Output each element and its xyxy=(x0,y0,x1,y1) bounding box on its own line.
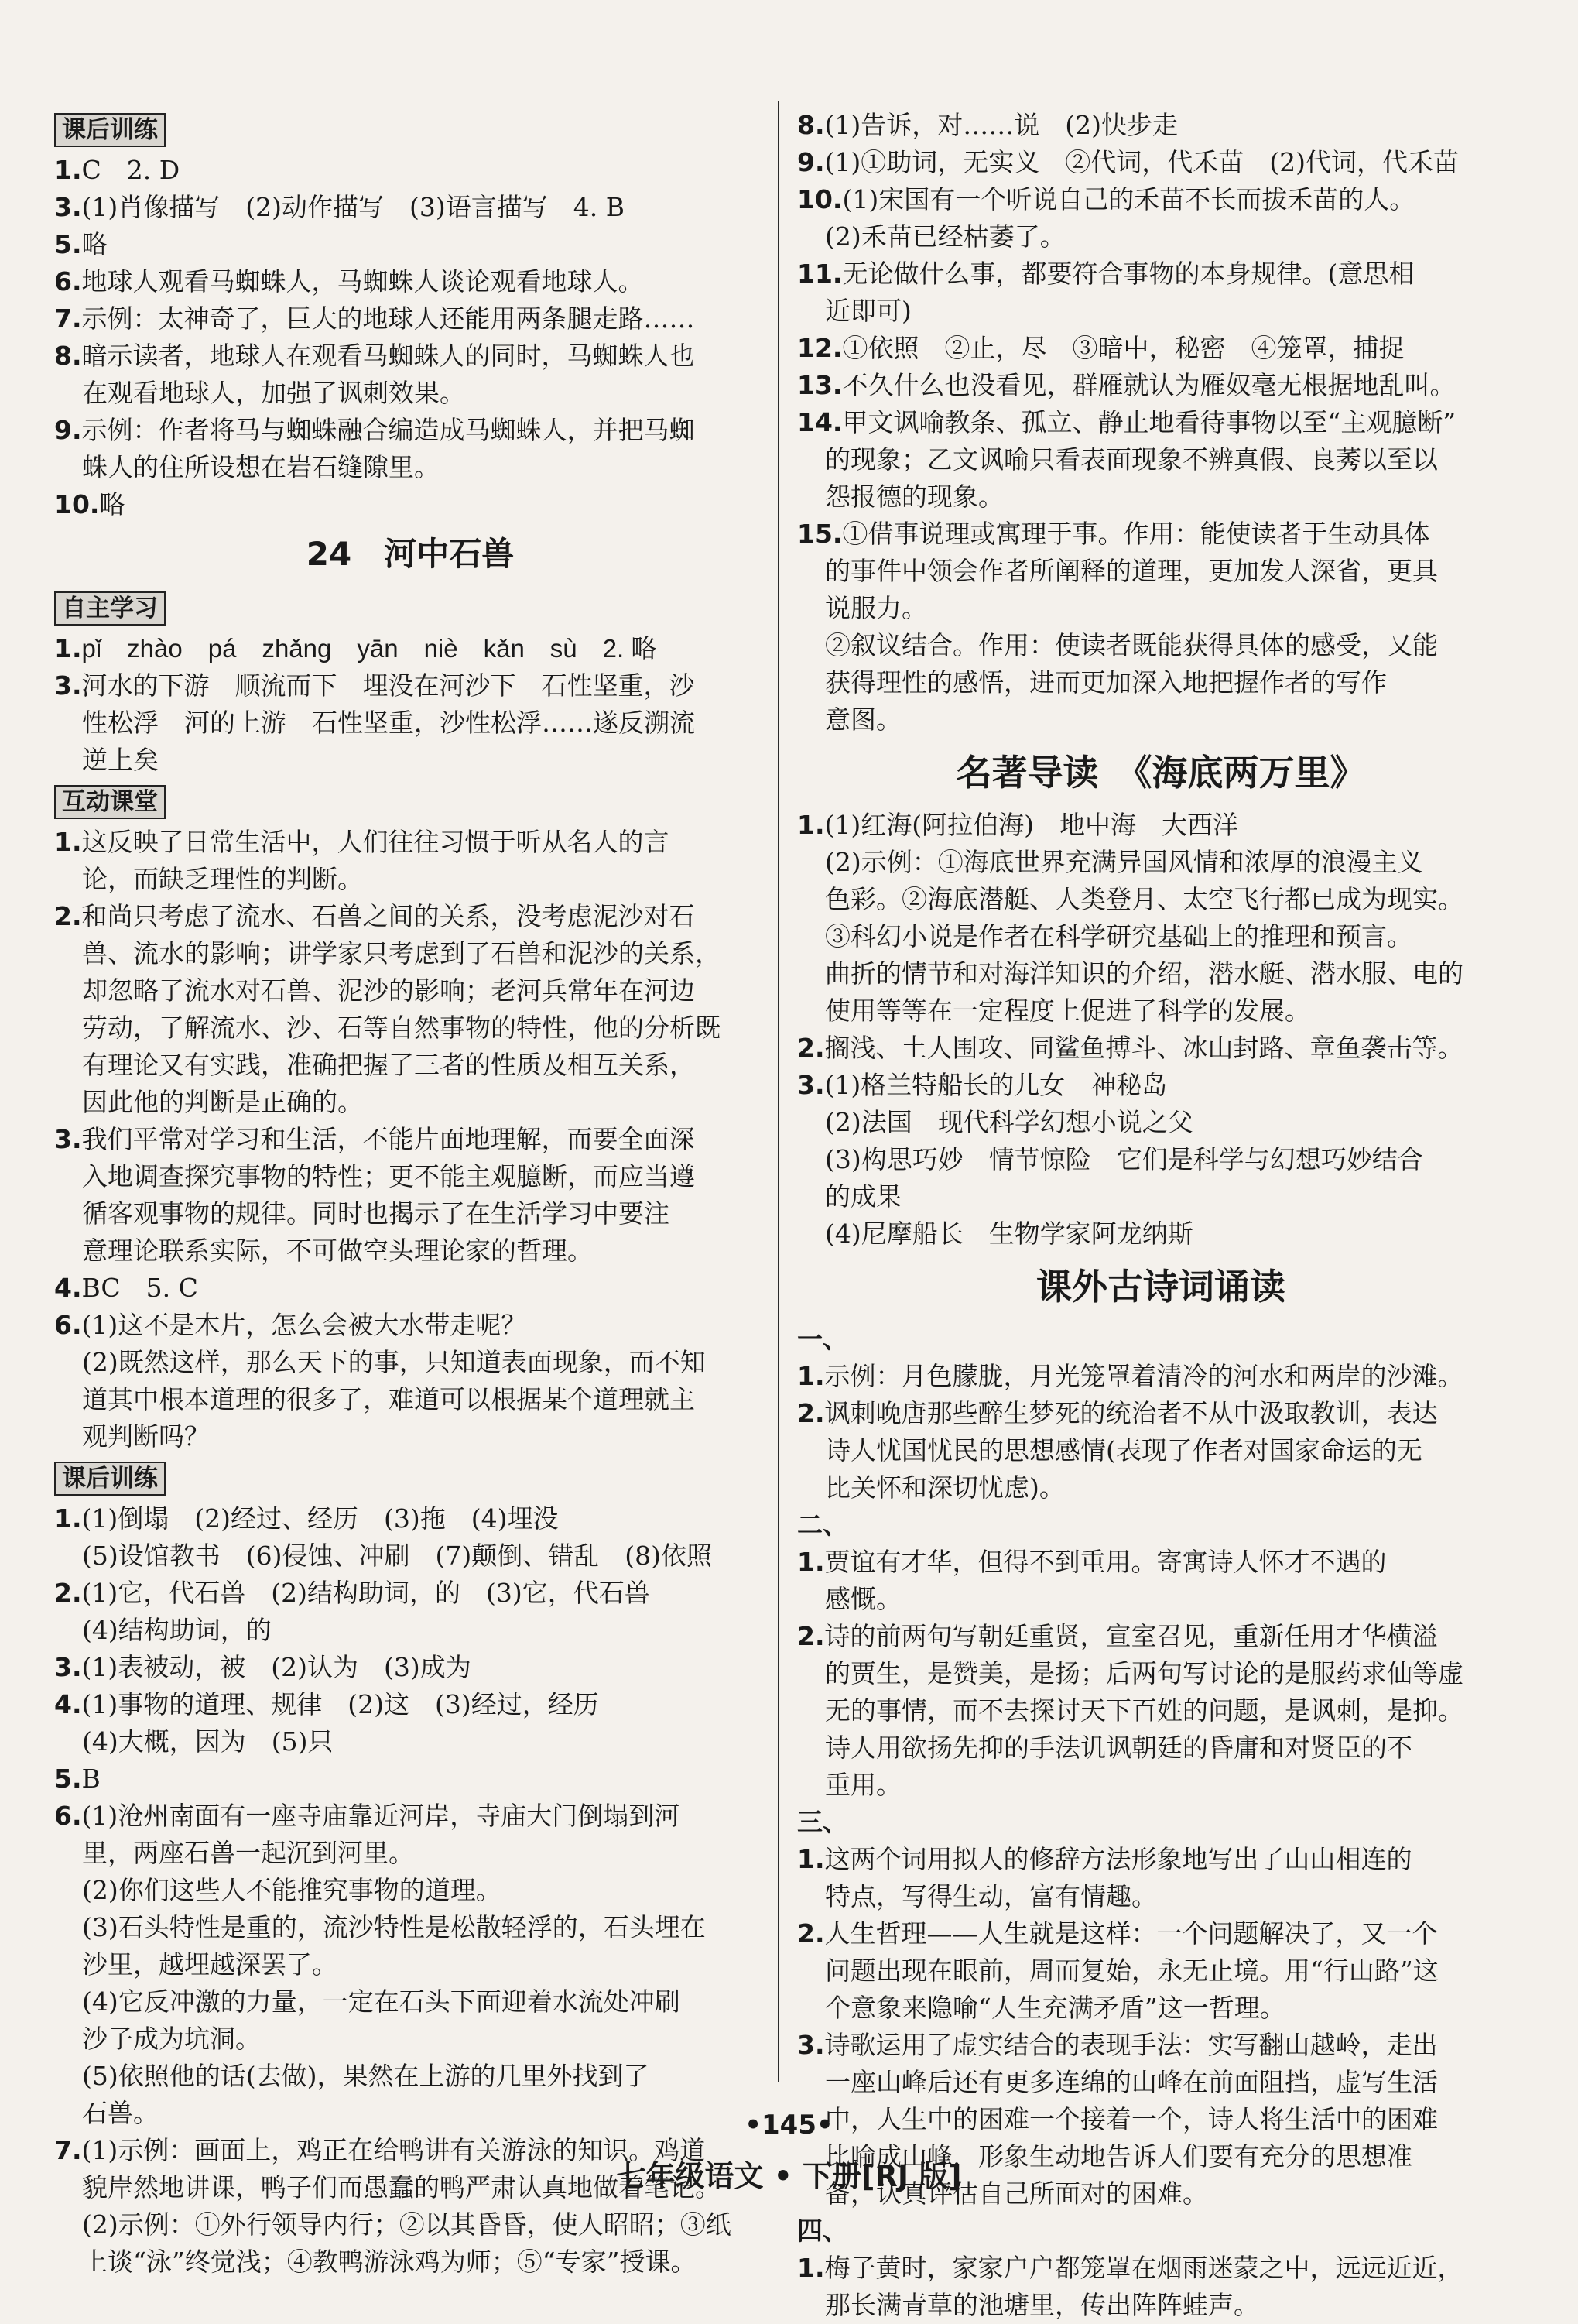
column-divider xyxy=(778,101,779,2082)
question-number: 1. xyxy=(797,810,825,840)
answer-text: 沙子成为坑洞。 xyxy=(82,2024,261,2054)
answer-text: (1)这不是木片，怎么会被大水带走呢？ xyxy=(81,1310,527,1340)
answer-text: 在观看地球人，加强了讽刺效果。 xyxy=(82,378,465,408)
answer-line xyxy=(797,478,1525,516)
answer-line xyxy=(797,1804,1525,1841)
answer-text: 近即可) xyxy=(825,296,912,326)
answer-text: 个意象来隐喻“人生充满矛盾”这一哲理。 xyxy=(825,1993,1285,2023)
answer-line xyxy=(797,1432,1525,1469)
answer-line xyxy=(54,2206,766,2243)
answer-line xyxy=(797,2250,1525,2287)
answer-text: 那长满青草的池塘里，传出阵阵蛙声。 xyxy=(825,2290,1259,2320)
answer-text: 比关怀和深切忧虑)。 xyxy=(825,1472,1065,1503)
lesson-title: 24 河中石兽 xyxy=(306,535,515,573)
answer-line xyxy=(54,1686,766,1723)
question-number: 四、 xyxy=(797,2216,848,2246)
answer-line xyxy=(797,181,1525,218)
answer-line xyxy=(797,1692,1525,1729)
answer-text: 却忽略了流水对石兽、泥沙的影响；老河兵常年在河边 xyxy=(82,975,695,1006)
answer-text: 河水的下游 顺流而下 埋没在河沙下 石性坚重，沙 xyxy=(81,670,695,701)
answer-text: 论，而缺乏理性的判断。 xyxy=(82,864,363,894)
answer-line xyxy=(54,1307,766,1344)
answer-line xyxy=(54,667,766,704)
question-number: 1. xyxy=(797,1361,825,1391)
answer-line xyxy=(54,1723,766,1760)
left-column xyxy=(54,107,766,2281)
answer-text: (4)大概，因为 (5)只 xyxy=(82,1726,334,1757)
answer-line xyxy=(54,1270,766,1307)
question-number: 6. xyxy=(54,1310,82,1340)
answer-text: 略 xyxy=(81,229,108,259)
answer-line xyxy=(797,1215,1525,1253)
question-number: 1. xyxy=(54,633,82,663)
question-number: 一、 xyxy=(797,1324,848,1354)
answer-text: 梅子黄时，家家户户都笼罩在烟雨迷蒙之中，远远近近， xyxy=(824,2253,1463,2283)
answer-line xyxy=(797,1952,1525,1990)
question-number: 1. xyxy=(797,1844,825,1874)
answer-text: 这反映了日常生活中，人们往往习惯于听从名人的言 xyxy=(81,827,669,857)
answer-text: 观判断吗？ xyxy=(82,1421,210,1452)
answer-text: 我们平常对学习和生活，不能片面地理解，而要全面深 xyxy=(81,1124,695,1154)
question-number: 1. xyxy=(797,2253,825,2283)
answer-text: 示例：太神奇了，巨大的地球人还能用两条腿走路…… xyxy=(81,303,695,334)
answer-line xyxy=(54,1009,766,1047)
answer-text: 无论做什么事，都要符合事物的本身规律。(意思相 xyxy=(842,259,1415,289)
answer-text: (1)表被动，被 (2)认为 (3)成为 xyxy=(81,1652,471,1682)
answer-line xyxy=(797,664,1525,701)
answer-line xyxy=(54,226,766,263)
answer-text: 略 xyxy=(99,489,125,519)
answer-line xyxy=(54,189,766,226)
answer-line xyxy=(54,1195,766,1232)
answer-line xyxy=(797,1358,1525,1395)
question-number: 6. xyxy=(54,266,82,296)
answer-line xyxy=(54,449,766,486)
question-number: 1. xyxy=(797,1547,825,1577)
page-number: •145• xyxy=(745,2110,833,2141)
answer-text: 甲文讽喻教条、孤立、静止地看待事物以至“主观臆断” xyxy=(842,407,1456,437)
answer-line xyxy=(797,441,1525,478)
question-number: 12. xyxy=(797,333,843,363)
answer-line xyxy=(797,2027,1525,2064)
answer-text: (3)石头特性是重的，流沙特性是松散轻浮的，石头埋在 xyxy=(82,1912,706,1942)
answer-text: 不久什么也没看见，群雁就认为雁奴毫无根据地乱叫。 xyxy=(842,370,1456,400)
section-badge-self-study: 自主学习 xyxy=(54,591,166,626)
answer-text: 诗歌运用了虚实结合的表现手法：实写翻山越岭，走出 xyxy=(824,2030,1438,2060)
answer-line xyxy=(797,1469,1525,1506)
answer-text: (2)示例：①外行领导内行；②以其昏昏，使人昭昭；③纸 xyxy=(82,2209,731,2240)
answer-text: (1)红海(阿拉伯海) 地中海 大西洋 xyxy=(824,810,1238,840)
question-number: 二、 xyxy=(797,1510,848,1540)
answer-text: 里，两座石兽一起沉到河里。 xyxy=(82,1838,414,1868)
answer-line xyxy=(797,1878,1525,1915)
answer-line xyxy=(797,1729,1525,1767)
answer-text: (1)格兰特船长的儿女 神秘岛 xyxy=(824,1070,1168,1100)
answers-interactive-class xyxy=(54,824,766,1455)
question-number: 15. xyxy=(797,519,843,549)
answer-line xyxy=(797,293,1525,330)
answer-line xyxy=(797,255,1525,293)
answer-line xyxy=(54,972,766,1009)
answer-line xyxy=(54,1158,766,1195)
book-title: 七年级语文 • 下册[RJ 版] xyxy=(616,2159,962,2193)
answer-line xyxy=(797,807,1525,844)
answer-text: (1)肖像描写 (2)动作描写 (3)语言描写 4. B xyxy=(81,192,625,222)
answer-text: 道其中根本道理的很多了，难道可以根据某个道理就主 xyxy=(82,1384,695,1414)
answer-line xyxy=(54,375,766,412)
answer-text: ①借事说理或寓理于事。作用：能使读者于生动具体 xyxy=(842,519,1430,549)
answer-line xyxy=(797,627,1525,664)
question-number: 2. xyxy=(797,1918,825,1949)
answer-text: 这两个词用拟人的修辞方法形象地写出了山山相连的 xyxy=(824,1844,1412,1874)
answer-text: 劳动，了解流水、沙、石等自然事物的特性，他的分析既 xyxy=(82,1013,721,1043)
answer-line xyxy=(54,1121,766,1158)
question-number: 三、 xyxy=(797,1807,848,1837)
question-number: 8. xyxy=(797,110,825,140)
question-number: 4. xyxy=(54,1689,82,1719)
question-number: 10. xyxy=(54,489,100,519)
answer-line xyxy=(797,107,1525,144)
answer-line xyxy=(797,1841,1525,1878)
answer-line xyxy=(797,1321,1525,1358)
answer-text: 的事件中领会作者所阐释的道理，更加发人深省，更具 xyxy=(825,556,1438,586)
answer-line xyxy=(797,144,1525,181)
answer-text: 兽、流水的影响；讲学家只考虑到了石兽和泥沙的关系， xyxy=(82,938,721,968)
answer-line xyxy=(797,1990,1525,2027)
answer-line xyxy=(797,1395,1525,1432)
answer-line xyxy=(54,1344,766,1381)
answer-line xyxy=(797,1618,1525,1655)
question-number: 3. xyxy=(797,1070,825,1100)
answers-self-study xyxy=(54,630,766,779)
answer-line xyxy=(797,367,1525,404)
answer-line xyxy=(797,1141,1525,1178)
answer-text: 的现象；乙文讽喻只看表面现象不辨真假、良莠以至以 xyxy=(825,444,1438,475)
answer-line xyxy=(54,1232,766,1270)
section-badge-after-class-2: 课后训练 xyxy=(54,1462,166,1496)
question-number: 7. xyxy=(54,303,82,334)
answer-text: 沙里，越埋越深罢了。 xyxy=(82,1949,337,1980)
answer-text: (1)它，代石兽 (2)结构助词，的 (3)它，代石兽 xyxy=(81,1578,650,1608)
answer-line xyxy=(797,2213,1525,2250)
answer-text: 怨报德的现象。 xyxy=(825,482,1004,512)
answer-line xyxy=(54,1649,766,1686)
answer-text: 的贾生，是赞美，是扬；后两句写讨论的是服药求仙等虚 xyxy=(825,1658,1463,1688)
answer-line xyxy=(797,1915,1525,1952)
answer-text: (1)告诉，对……说 (2)快步走 xyxy=(824,110,1178,140)
answer-line xyxy=(54,1798,766,1835)
answer-line xyxy=(54,1537,766,1575)
answer-line xyxy=(54,300,766,338)
answers-continued xyxy=(797,107,1525,739)
answer-text: 有理论又有实践，准确把握了三者的性质及相互关系， xyxy=(82,1050,695,1080)
question-number: 3. xyxy=(54,192,82,222)
answer-line xyxy=(54,1575,766,1612)
answer-text: 意图。 xyxy=(825,704,902,735)
question-number: 6. xyxy=(54,1801,82,1831)
question-number: 1. xyxy=(54,827,82,857)
answer-text: 暗示读者，地球人在观看马蜘蛛人的同时，马蜘蛛人也 xyxy=(81,341,695,371)
answer-line xyxy=(797,218,1525,255)
answer-line xyxy=(54,2058,766,2095)
answer-line xyxy=(54,898,766,935)
answer-text: (2)既然这样，那么天下的事，只知道表面现象，而不知 xyxy=(82,1347,706,1377)
answer-line xyxy=(797,404,1525,441)
answer-text: 比喻成山峰，形象生动地告诉人们要有充分的思想准 xyxy=(825,2141,1412,2171)
answer-line xyxy=(54,263,766,300)
answer-line xyxy=(797,1067,1525,1104)
answer-text: 无的事情，而不去探讨天下百姓的问题，是讽刺，是抑。 xyxy=(825,1695,1463,1726)
poetry-reading-title: 课外古诗词诵读 xyxy=(1036,1266,1285,1308)
answer-line xyxy=(54,1418,766,1455)
question-number: 2. xyxy=(797,1033,825,1063)
answer-text: 诗人用欲扬先抑的手法讥讽朝廷的昏庸和对贤臣的不 xyxy=(825,1733,1412,1763)
answer-text: 的成果 xyxy=(825,1181,902,1212)
answer-line xyxy=(797,881,1525,918)
answer-text: pǐ zhào pá zhǎng yān niè kǎn sù 2. 略 xyxy=(81,634,657,663)
answer-line xyxy=(797,1104,1525,1141)
answer-line xyxy=(54,1909,766,1946)
answers-after-class-1 xyxy=(54,152,766,523)
question-number: 5. xyxy=(54,229,82,259)
question-number: 2. xyxy=(797,1621,825,1651)
answer-line xyxy=(797,1030,1525,1067)
answer-line xyxy=(797,553,1525,590)
answer-text: 诗的前两句写朝廷重贤，宣室召见，重新任用才华横溢 xyxy=(824,1621,1438,1651)
answer-text: 诗人忧国忧民的思想感情(表现了作者对国家命运的无 xyxy=(825,1435,1422,1465)
answer-text: 说服力。 xyxy=(825,593,927,623)
answer-text: 性松浮 河的上游 石性坚重，沙性松浮……遂反溯流 xyxy=(82,708,695,738)
answer-text: (1)倒塌 (2)经过、经历 (3)拖 (4)埋没 xyxy=(81,1503,559,1534)
answer-text: (5)设馆教书 (6)侵蚀、冲刷 (7)颠倒、错乱 (8)依照 xyxy=(82,1541,712,1571)
answer-text: 备，认真评估自己所面对的困难。 xyxy=(825,2178,1208,2209)
question-number: 7. xyxy=(54,2135,82,2165)
question-number: 5. xyxy=(54,1764,82,1794)
answer-text: 逆上矣 xyxy=(82,745,159,775)
answer-line xyxy=(54,1612,766,1649)
answer-text: 贾谊有才华，但得不到重用。寄寓诗人怀才不遇的 xyxy=(824,1547,1387,1577)
answer-line xyxy=(54,412,766,449)
question-number: 2. xyxy=(54,901,82,931)
answer-text: 貌岸然地讲课，鸭子们而愚蠢的鸭严肃认真地做着笔记。 xyxy=(82,2172,721,2202)
question-number: 1. xyxy=(54,1503,82,1534)
answer-text: 示例：月色朦胧，月光笼罩着清冷的河水和两岸的沙滩。 xyxy=(824,1361,1463,1391)
question-number: 3. xyxy=(54,1652,82,1682)
answer-text: 特点，写得生动，富有情趣。 xyxy=(825,1881,1157,1911)
answer-line xyxy=(54,1835,766,1872)
answer-text: 重用。 xyxy=(825,1770,902,1800)
answer-line xyxy=(54,1084,766,1121)
answer-line xyxy=(54,861,766,898)
question-number: 4. xyxy=(54,1273,82,1303)
answer-line xyxy=(797,918,1525,955)
question-number: 13. xyxy=(797,370,843,400)
answer-line xyxy=(797,992,1525,1030)
answer-line xyxy=(54,1047,766,1084)
right-column xyxy=(797,107,1525,2324)
answer-text: 问题出现在眼前，周而复始，永无止境。用“行山路”这 xyxy=(825,1956,1439,1986)
answer-line xyxy=(54,742,766,779)
answer-text: (2)你们这些人不能推究事物的道理。 xyxy=(82,1875,501,1905)
answer-text: 一座山峰后还有更多连绵的山峰在前面阻挡，虚写生活 xyxy=(825,2067,1438,2097)
answers-classic-reading xyxy=(797,807,1525,1253)
answer-line xyxy=(54,935,766,972)
answer-text: 讽刺晚唐那些醉生梦死的统治者不从中汲取教训，表达 xyxy=(824,1398,1438,1428)
question-number: 9. xyxy=(797,147,825,177)
answer-text: 感慨。 xyxy=(825,1584,902,1614)
answer-text: 循客观事物的规律。同时也揭示了在生活学习中要注 xyxy=(82,1198,669,1229)
question-number: 8. xyxy=(54,341,82,371)
question-number: 3. xyxy=(797,2030,825,2060)
question-number: 10. xyxy=(797,184,843,214)
answer-line xyxy=(54,824,766,861)
answer-text: ③科幻小说是作者在科学研究基础上的推理和预言。 xyxy=(825,921,1412,951)
answer-line xyxy=(54,486,766,523)
question-number: 2. xyxy=(54,1578,82,1608)
section-badge-after-class-1: 课后训练 xyxy=(54,113,166,147)
answer-line xyxy=(797,844,1525,881)
answer-line xyxy=(797,1581,1525,1618)
answer-line xyxy=(54,1872,766,1909)
answer-text: 搁浅、土人围攻、同鲨鱼搏斗、冰山封路、章鱼袭击等。 xyxy=(824,1033,1463,1063)
question-number: 3. xyxy=(54,1124,82,1154)
answer-line xyxy=(797,2287,1525,2324)
answer-line xyxy=(54,2243,766,2281)
answer-text: 意理论联系实际，不可做空头理论家的哲理。 xyxy=(82,1236,593,1266)
answer-line xyxy=(54,1946,766,1983)
answer-text: 示例：作者将马与蜘蛛融合编造成马蜘蛛人，并把马蜘 xyxy=(81,415,695,445)
question-number: 1. xyxy=(54,155,82,185)
answer-text: 蛛人的住所设想在岩石缝隙里。 xyxy=(82,452,440,482)
answer-text: C 2. D xyxy=(81,155,180,185)
answer-line xyxy=(797,2064,1525,2101)
answer-text: 曲折的情节和对海洋知识的介绍，潜水艇、潜水服、电的 xyxy=(825,958,1463,989)
answer-line xyxy=(54,338,766,375)
answer-text: 获得理性的感悟，进而更加深入地把握作者的写作 xyxy=(825,667,1387,698)
answer-line xyxy=(797,1544,1525,1581)
answer-line xyxy=(797,1178,1525,1215)
answer-line xyxy=(797,1506,1525,1544)
answer-line xyxy=(54,630,766,667)
question-number: 2. xyxy=(797,1398,825,1428)
answer-text: (4)它反冲激的力量，一定在石头下面迎着水流处冲刷 xyxy=(82,1986,680,2017)
answer-text: (1)宋国有一个听说自己的禾苗不长而拔禾苗的人。 xyxy=(842,184,1415,214)
answer-line xyxy=(797,330,1525,367)
answer-text: B xyxy=(81,1764,101,1794)
answer-text: 和尚只考虑了流水、石兽之间的关系，没考虑泥沙对石 xyxy=(81,901,695,931)
answer-text: 因此他的判断是正确的。 xyxy=(82,1087,363,1117)
answer-text: (5)依照他的话(去做)，果然在上游的几里外找到了 xyxy=(82,2061,649,2091)
answer-line xyxy=(797,516,1525,553)
question-number: 9. xyxy=(54,415,82,445)
answer-line xyxy=(54,1381,766,1418)
answer-line xyxy=(797,955,1525,992)
answer-text: 人生哲理——人生就是这样：一个问题解决了，又一个 xyxy=(824,1918,1438,1949)
answer-line xyxy=(797,701,1525,739)
answer-text: 使用等等在一定程度上促进了科学的发展。 xyxy=(825,996,1310,1026)
answer-text: ①依照 ②止，尽 ③暗中，秘密 ④笼罩，捕捉 xyxy=(842,333,1405,363)
answer-text: 中，人生中的困难一个接着一个，诗人将生活中的困难 xyxy=(825,2104,1438,2134)
answer-line xyxy=(54,2021,766,2058)
answer-text: (4)尼摩船长 生物学家阿龙纳斯 xyxy=(825,1219,1193,1249)
answer-line xyxy=(54,152,766,189)
question-number: 3. xyxy=(54,670,82,701)
answer-text: (1)①助词，无实义 ②代词，代禾苗 (2)代词，代禾苗 xyxy=(824,147,1459,177)
answer-line xyxy=(797,590,1525,627)
answer-line xyxy=(797,1655,1525,1692)
answer-text: (4)结构助词，的 xyxy=(82,1615,272,1645)
answer-text: ②叙议结合。作用：使读者既能获得具体的感受，又能 xyxy=(825,630,1438,660)
answer-line xyxy=(54,704,766,742)
answer-text: 上谈“泳”终觉浅；④教鸭游泳鸡为师；⑤“专家”授课。 xyxy=(82,2247,697,2277)
answer-text: 色彩。②海底潜艇、人类登月、太空飞行都已成为现实。 xyxy=(825,884,1463,914)
answer-text: 石兽。 xyxy=(82,2098,159,2128)
answer-text: BC 5. C xyxy=(81,1273,198,1303)
answer-line xyxy=(797,1767,1525,1804)
answer-text: (3)构思巧妙 情节惊险 它们是科学与幻想巧妙结合 xyxy=(825,1144,1423,1174)
answer-line xyxy=(54,1500,766,1537)
question-number: 14. xyxy=(797,407,843,437)
answer-line xyxy=(54,1983,766,2021)
answer-text: (1)示例：画面上，鸡正在给鸭讲有关游泳的知识。鸡道 xyxy=(81,2135,706,2165)
answer-text: (2)禾苗已经枯萎了。 xyxy=(825,221,1066,252)
answer-text: (2)法国 现代科学幻想小说之父 xyxy=(825,1107,1193,1137)
answer-line xyxy=(54,1760,766,1798)
answer-text: (1)沧州南面有一座寺庙靠近河岸，寺庙大门倒塌到河 xyxy=(81,1801,680,1831)
question-number: 11. xyxy=(797,259,843,289)
answer-text: 入地调查探究事物的特性；更不能主观臆断，而应当遵 xyxy=(82,1161,695,1191)
answer-text: (2)示例：①海底世界充满异国风情和浓厚的浪漫主义 xyxy=(825,847,1423,877)
answer-text: (1)事物的道理、规律 (2)这 (3)经过，经历 xyxy=(81,1689,599,1719)
answer-text: 地球人观看马蜘蛛人，马蜘蛛人谈论观看地球人。 xyxy=(81,266,644,296)
section-badge-interactive-class: 互动课堂 xyxy=(54,785,166,819)
classic-reading-title: 名著导读 《海底两万里》 xyxy=(956,752,1366,794)
